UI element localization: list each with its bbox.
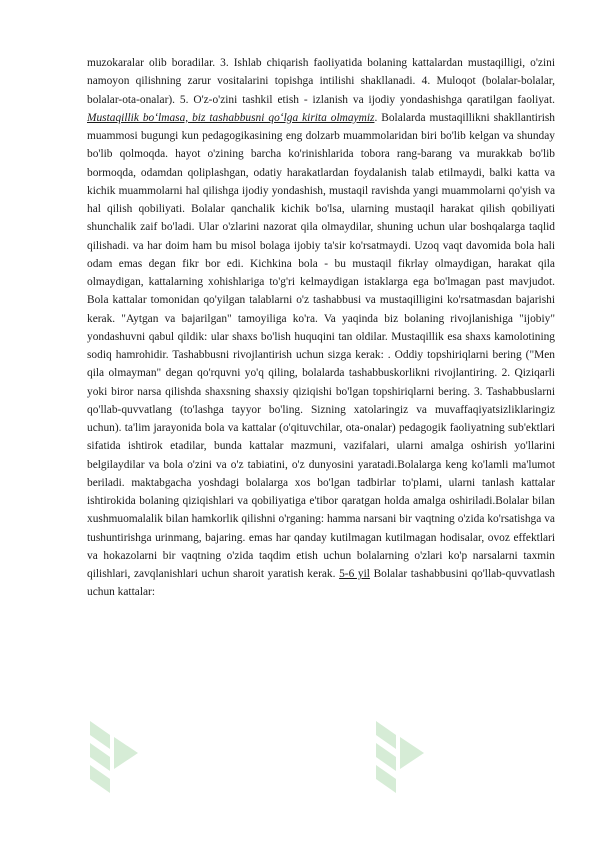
body-text-end: Bolalar tashabbusini qo'llab-quvvatlash uchun kattalar: [87,568,556,599]
body-text-middle: . Bolalarda mustaqillikni shakllantirish muammosi bugungi kun pedagogikasining eng dolzarb muammolaridan biri bo'lib kelgan va shunday bo'lib qolmoqda. hayot o'zining barcha ko'rinishlarida tobora rang-barang va murakkab bo'lib bormoqda, odamdan qoliplashgan, odatiy harakatlardan foydalanish talab etilmaydi, balki katta va kichik muammolarni hal qilishga ijodiy yondashish, mustaqil ravishda yangi muammolarni qo'yish va hal qilish qobiliyati. Bolalar qanchalik kichik bo'lsa, ularning mustaqil harakat qilish qobiliyati shunchalik zaif bo'ladi. Ular o'zlarini nazorat qila olmaydilar, shuning uchun ular boshqalarga taqlid qilishadi. va har doim ham bu misol bolaga ijobiy ta'sir ko'rsatmaydi. Uzoq vaqt davomida bola hali odam emas degan fikr bor edi. Kichkina bola - bu mustaqil fikrlay olmaydigan, harakat qila olmaydigan, kattalarning xohishlariga to'g'ri kelmaydigan istaklarga ega bo'lmagan past mavjudot. Bola kattalar tomonidan qo'yilgan talablarni o'z tashabbusi va mustaqilligini ko'rsatmasdan bajarishi kerak. "Aytgan va bajarilgan" tamoyiliga ko'ra. Va yaqinda biz bolaning rivojlanishiga "ijobiy" yondashuvni qabul qildik: ular shaxs bo'lish huquqini tan oldilar. Mustaqillik esa shaxs kamolotining sodiq hamrohidir. Tashabbusni rivojlantirish uchun sizga kerak: . Oddiy topshiriqlarni bering ("Men qila olmayman" degan qo'rquvni yo'q qiling, bolalarda tashabbuskorlikni rivojlantiring. 2. Qiziqarli yoki biror narsa qilishda shaxsning shaxsiy qiziqishi bo'lgan topshiriqlarni bering. 3. Tashabbuslarni qo'llab-quvvatlang (to'lashga tayyor bo'ling. Sizning xatolaringiz va muvaffaqiyatsizliklaringiz uchun). ta'lim jarayonida bola va kattalar (o'qituvchilar, ota-onalar) pedagogik faoliyatning sub'ektlari sifatida ishtirok etadilar, bunda kattalar mazmuni, vazifalari, ularni amalga oshirish yo'llarini belgilaydilar va bola o'zini va o'z tabiatini, o'z dunyosini yaratadi.Bolalarga keng ko'lamli ma'lumot beriladi. maktabgacha yoshdagi bolalarga xos bo'lgan tadbirlar to'plami, ularni tanlash kattalar ishtirokida bolaning qiziqishlari va qobiliyatiga e'tibor qaratgan holda amalga oshiriladi.Bolalar bilan xushmuomalalik bilan hamkorlik qilishni o'rganing: hamma narsani bir vaqtning o'zida ko'rsatishga va tushuntirishga urinmang, bajaring. emas har qanday kutilmagan kutilmagan hodisalar, ovoz effektlari va hokazolarni bir vaqtning o'zida taqdim etish uchun bolalarning o'zlari ko'p narsalarni taxmin qilishlari, zavqlanishlari uchun sharoit yaratish kerak. [87,111,555,580]
body-text-start: muzokaralar olib boradilar. 3. Ishlab chiqarish faoliyatida bolaning kattalardan mustaqilligi, o'zini namoyon qilishning zarur vositalarini topishga intilishi shakllanadi. 4. Muloqot (bolalar-bolalar, bolalar-ota-onalar). 5. O'z-o'zini tashkil etish - izlanish va ijodiy yondashishga qaratilgan faoliyat. [87,57,555,106]
link-5-6-yil[interactable]: 5-6 yil [339,568,370,580]
link-mustaqillik[interactable]: Mustaqillik bo‘lmasa, biz tashabbusni qo‘lga kirita olmaymiz [87,111,375,124]
watermark-logo-icon [84,715,144,795]
watermark-logo-icon [370,715,430,795]
body-paragraph [87,54,555,602]
